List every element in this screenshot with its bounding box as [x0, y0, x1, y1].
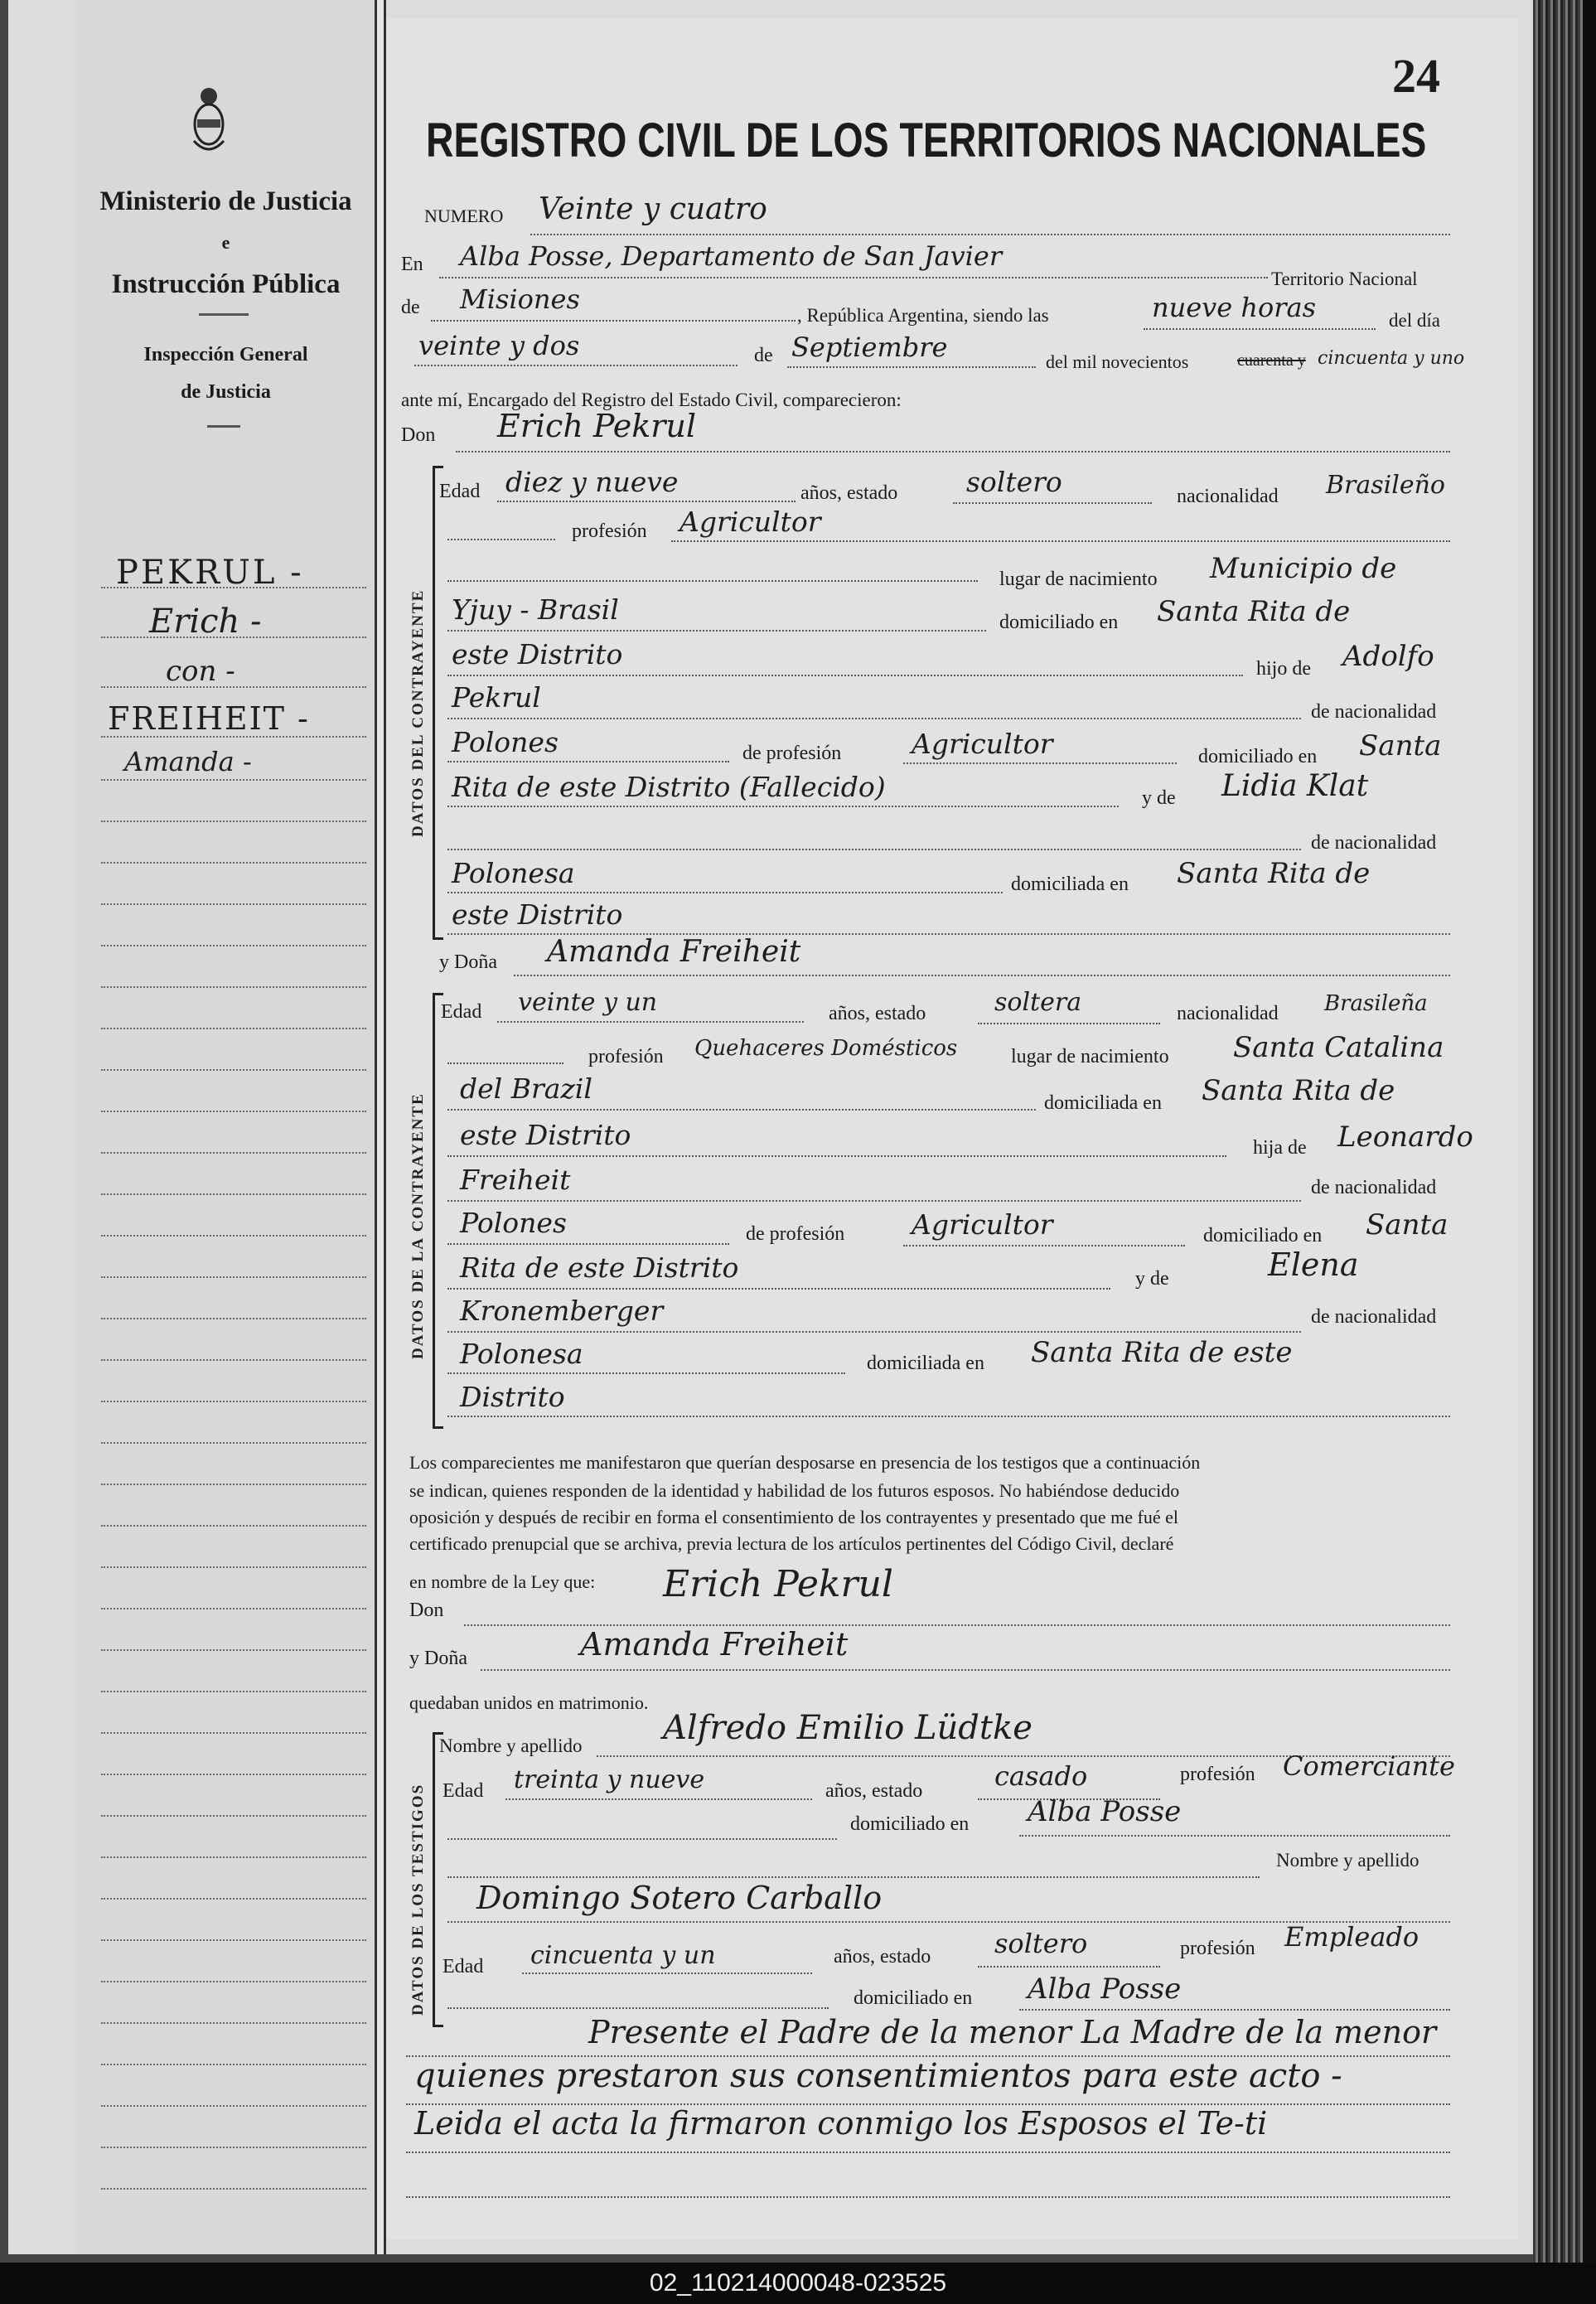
groom-padre-dom-label: domiciliado en	[1198, 746, 1318, 767]
margin-ruled-line	[101, 2105, 366, 2107]
anio-value: cincuenta y uno	[1318, 348, 1465, 369]
w2-estado-value: soltero	[994, 1928, 1088, 1959]
groom-domicilio-value-b: este Distrito	[452, 638, 623, 670]
margin-ruled-line	[101, 1111, 366, 1112]
ministry-rule	[199, 313, 249, 316]
w1-profesion-label: profesión	[1180, 1764, 1255, 1785]
dia-line	[414, 365, 738, 366]
groom-lugar-pre-line	[447, 580, 978, 582]
margin-ruled-line	[101, 986, 366, 988]
w2-edad-label: Edad	[443, 1956, 484, 1977]
w1-edad-line	[505, 1798, 812, 1800]
bride-profesion-label: profesión	[588, 1046, 664, 1067]
w1-dom-pre-line	[447, 1838, 837, 1840]
groom-padre-dom-b-line	[447, 806, 1119, 807]
hora-line	[1144, 328, 1376, 330]
bride-estado-value: soltera	[994, 988, 1082, 1017]
groom-de-profesion-label: de profesión	[742, 743, 842, 764]
groom-lugar-b-line	[447, 630, 986, 632]
groom-padre-dom-value-b: Rita de este Distrito (Fallecido)	[452, 771, 886, 803]
margin-ruled-line	[101, 1028, 366, 1029]
bride-hija-label: hija de	[1253, 1137, 1307, 1159]
groom-padre-b-line	[447, 718, 1301, 719]
declaration-line4: certificado prenupcial que se archiva, previa lectura de los artículos pertinentes del Código Civil, declaré	[409, 1533, 1174, 1554]
margin-ruled-line	[101, 1939, 366, 1941]
del-dia-label: del día	[1389, 310, 1440, 331]
hora-value: nueve horas	[1152, 292, 1317, 323]
margin-ruled-line	[101, 1276, 366, 1278]
bride-section-label: DATOS DE LA CONTRAYENTE	[409, 1092, 427, 1359]
groom-padre-nac-value: Polones	[452, 726, 559, 758]
numero-label: NUMERO	[424, 206, 504, 226]
groom-de-nac2-label: de nacionalidad	[1311, 832, 1437, 854]
margin-ruled-line	[101, 1774, 366, 1775]
bride-profesion-value: Quehaceres Domésticos	[694, 1036, 958, 1061]
bride-domicilio-value-b: este Distrito	[460, 1119, 631, 1151]
groom-padre-prof-line	[903, 762, 1177, 764]
book-spine	[1533, 0, 1583, 2263]
declaration-don-label: Don	[409, 1600, 444, 1621]
groom-dom-b-line	[447, 675, 1243, 676]
groom-domiciliado-label: domiciliado en	[999, 612, 1119, 633]
margin-note-surname: PEKRUL -	[116, 554, 304, 592]
margin-ruled-line	[101, 1815, 366, 1817]
w1-profesion-value: Comerciante	[1283, 1750, 1455, 1782]
margin-ruled-line	[101, 1442, 366, 1444]
bride-dona-value: Amanda Freiheit	[547, 935, 801, 969]
bride-madre-b-line	[447, 1331, 1301, 1333]
groom-madre-dom-value-a: Santa Rita de	[1177, 857, 1371, 890]
groom-estado-value: soltero	[966, 466, 1062, 498]
dia-value: veinte y dos	[418, 330, 580, 361]
groom-section-label: DATOS DEL CONTRAYENTE	[409, 588, 427, 837]
margin-ruled-line	[101, 587, 366, 588]
margin-ruled-line	[101, 1608, 366, 1609]
de-label: de	[401, 297, 420, 318]
note-line4-rule	[406, 2196, 1450, 2198]
inspection-rule	[207, 425, 240, 428]
de2-label: de	[754, 345, 773, 366]
margin-note-surname2: FREIHEIT -	[108, 700, 310, 737]
margin-ruled-line	[101, 1069, 366, 1071]
en-line	[439, 277, 1268, 278]
bride-padre-dom-value-a: Santa	[1366, 1208, 1448, 1242]
groom-madre-dom-label: domiciliada en	[1011, 874, 1129, 895]
groom-edad-value: diez y nueve	[505, 466, 679, 498]
margin-ruled-line	[101, 1691, 366, 1692]
groom-padre-prof-value: Agricultor	[912, 728, 1053, 760]
bride-bracket	[433, 993, 443, 1429]
margin-ruled-line	[101, 2064, 366, 2065]
groom-madre-dom-value-b: este Distrito	[452, 898, 623, 931]
w2-domicilio-line	[1019, 2009, 1450, 2011]
territorio-label: Territorio Nacional	[1271, 269, 1418, 289]
mes-value: Septiembre	[791, 332, 948, 363]
bride-domicilio-value-a: Santa Rita de	[1202, 1074, 1395, 1107]
note-line3-rule	[406, 2152, 1450, 2153]
w2-domicilio-value: Alba Posse	[1028, 1972, 1182, 2006]
inspection-line2: de Justicia	[181, 381, 271, 403]
w2-profesion-label: profesión	[1180, 1938, 1255, 1959]
w1-domicilio-value: Alba Posse	[1028, 1795, 1182, 1828]
margin-ruled-line	[101, 2188, 366, 2190]
groom-madre-line	[447, 849, 1301, 850]
margin-ruled-line	[101, 820, 366, 822]
inspection-line1: Inspección General	[143, 344, 308, 365]
bride-padre-dom-label: domiciliado en	[1203, 1225, 1323, 1246]
bride-dona-label: y Doña	[439, 951, 497, 973]
w1-nombre-value: Alfredo Emilio Lüdtke	[663, 1709, 1033, 1747]
groom-domicilio-value-a: Santa Rita de	[1157, 595, 1351, 628]
de-value: Misiones	[460, 283, 580, 315]
margin-ruled-line	[101, 736, 366, 738]
w2-edad-value: cincuenta y un	[530, 1941, 716, 1970]
bride-padre-nac-value: Polones	[460, 1207, 567, 1239]
margin-ruled-line	[101, 1981, 366, 1982]
margin-ruled-line	[101, 637, 366, 638]
w1-edad-label: Edad	[443, 1780, 484, 1802]
margin-ruled-line	[101, 1856, 366, 1858]
margin-ruled-line	[101, 1152, 366, 1154]
groom-edad-label: Edad	[439, 481, 481, 502]
declaration-line2: se indican, quienes responden de la identidad y habilidad de los futuros esposos. No habiéndose deducido	[409, 1480, 1180, 1501]
margin-ruled-line	[101, 1484, 366, 1485]
ministry-line1: Ministerio de Justicia	[99, 186, 352, 216]
bride-padre-prof-line	[903, 1245, 1185, 1246]
groom-padre-value-a: Adolfo	[1342, 640, 1434, 673]
declaration-line3: oposición y después de recibir en forma el consentimiento de los contrayentes y presentado que me fué el	[409, 1507, 1178, 1527]
margin-panel	[76, 0, 377, 2254]
groom-de-nac-label: de nacionalidad	[1311, 701, 1437, 723]
bride-madre-dom-value-b: Distrito	[460, 1381, 565, 1413]
witnesses-bracket	[433, 1732, 443, 2027]
bride-madre-nac-value: Polonesa	[460, 1338, 583, 1370]
mes-line	[787, 366, 1036, 368]
groom-madre-nac-line	[447, 892, 1003, 893]
bride-dom-b-line	[447, 1155, 1226, 1157]
bride-lugar-label: lugar de nacimiento	[1011, 1046, 1169, 1067]
groom-padre-nac-line	[447, 761, 729, 762]
note-line1: Presente el Padre de la menor La Madre de la menor	[588, 2014, 1437, 2050]
margin-note-name: Erich -	[149, 603, 262, 641]
bride-lugar-value-a: Santa Catalina	[1233, 1031, 1444, 1064]
groom-padre-dom-value-a: Santa	[1359, 729, 1442, 762]
margin-ruled-line	[101, 945, 366, 946]
bride-edad-line	[497, 1021, 804, 1023]
bride-estado-line	[978, 1023, 1160, 1024]
note-line3: Leida el acta la firmaron conmigo los Esposos el Te-ti	[414, 2105, 1268, 2142]
groom-lugar-label: lugar de nacimiento	[999, 569, 1158, 590]
margin-ruled-line	[101, 1359, 366, 1361]
margin-ruled-line	[101, 2147, 366, 2148]
margin-ruled-line	[101, 1235, 366, 1237]
margin-ruled-line	[101, 1898, 366, 1900]
numero-value: Veinte y cuatro	[539, 192, 767, 226]
de-line	[431, 320, 796, 322]
witnesses-section-label: DATOS DE LOS TESTIGOS	[409, 1783, 427, 2016]
margin-ruled-line	[101, 1732, 366, 1734]
w2-dom-pre-line	[447, 2007, 829, 2009]
ante-mi-text: ante mí, Encargado del Registro del Estado Civil, comparecieron:	[401, 390, 902, 410]
margin-ruled-line	[101, 1649, 366, 1651]
margin-ruled-line	[101, 1193, 366, 1195]
groom-estado-line	[953, 502, 1152, 504]
margin-divider	[377, 0, 386, 2254]
declaration-dona-value: Amanda Freiheit	[580, 1626, 849, 1663]
en-label: En	[401, 254, 423, 275]
bride-padre-prof-value: Agricultor	[912, 1208, 1053, 1241]
bride-padre-value-b: Freiheit	[460, 1164, 571, 1196]
del-mil-struck: cuarenta y	[1237, 351, 1306, 370]
w2-estado-line	[978, 1966, 1160, 1968]
don-label: Don	[401, 424, 436, 446]
margin-ruled-line	[101, 862, 366, 864]
bride-nacionalidad-label: nacionalidad	[1177, 1003, 1279, 1024]
groom-bracket	[433, 466, 443, 940]
bride-padre-nac-line	[447, 1243, 729, 1245]
coat-of-arms-icon	[191, 83, 227, 157]
bride-lugar-value-b: del Brazil	[460, 1072, 592, 1105]
groom-profesion-line	[671, 540, 1450, 542]
w1-anios-label: años, estado	[825, 1780, 923, 1802]
bride-madre-dom-label: domiciliada en	[867, 1353, 984, 1374]
margin-ruled-line	[101, 2022, 366, 2024]
margin-ruled-line	[101, 1318, 366, 1319]
bride-edad-value: veinte y un	[518, 988, 658, 1017]
bride-lugar-b-line	[447, 1109, 1036, 1111]
bride-madre-dom-b-line	[447, 1416, 1450, 1417]
bride-de-nac2-label: de nacionalidad	[1311, 1306, 1437, 1328]
declaration-line1: Los comparecientes me manifestaron que querían desposarse en presencia de los testigos que a continuación	[409, 1452, 1201, 1473]
groom-profesion-value: Agricultor	[680, 506, 821, 538]
groom-nacionalidad-label: nacionalidad	[1177, 486, 1279, 507]
groom-hijo-label: hijo de	[1256, 658, 1311, 680]
declaration-dona-label: y Doña	[409, 1648, 467, 1669]
bride-dona-line	[514, 975, 1450, 976]
w2-nombre-label: Nombre y apellido	[1276, 1850, 1419, 1871]
w2-anios-label: años, estado	[834, 1946, 931, 1968]
bride-padre-dom-b-line	[447, 1288, 1110, 1290]
w2-profesion-value: Empleado	[1284, 1921, 1419, 1953]
bride-domiciliada-label: domiciliada en	[1044, 1092, 1162, 1114]
groom-lugar-value-b: Yjuy - Brasil	[452, 593, 619, 626]
declaration-dona-line	[481, 1669, 1450, 1671]
del-mil-label: del mil novecientos	[1046, 351, 1189, 372]
declaration-quedaban: quedaban unidos en matrimonio.	[409, 1692, 649, 1713]
bride-nacionalidad-value: Brasileña	[1324, 991, 1428, 1016]
bride-padre-value-a: Leonardo	[1337, 1121, 1473, 1154]
bride-de-nac-label: de nacionalidad	[1311, 1177, 1437, 1198]
groom-lugar-value-a: Municipio de	[1210, 552, 1397, 585]
ministry-line2: Instrucción Pública	[111, 269, 341, 299]
w1-nombre-label: Nombre y apellido	[439, 1735, 583, 1756]
bride-padre-b-line	[447, 1200, 1301, 1202]
w2-nombre-pre-line	[447, 1876, 1260, 1878]
w1-domicilio-line	[1019, 1835, 1450, 1837]
margin-ruled-line	[101, 686, 366, 688]
ministry-e: e	[221, 232, 230, 253]
margin-ruled-line	[101, 779, 366, 781]
don-value: Erich Pekrul	[497, 408, 697, 444]
groom-y-de-label: y de	[1142, 787, 1176, 809]
bride-edad-label: Edad	[441, 1001, 482, 1023]
w2-nombre-value: Domingo Sotero Carballo	[476, 1880, 883, 1916]
bride-y-de-label: y de	[1135, 1268, 1169, 1290]
margin-ruled-line	[101, 1401, 366, 1402]
groom-madre-nac-value: Polonesa	[452, 857, 575, 889]
bride-madre-value-b: Kronemberger	[460, 1295, 664, 1327]
bride-prof-pre-line	[447, 1062, 563, 1064]
groom-nacionalidad-value: Brasileño	[1326, 471, 1445, 500]
don-line	[456, 451, 1450, 453]
groom-profesion-label: profesión	[572, 520, 647, 542]
note-line2: quienes prestaron sus consentimientos para este acto -	[414, 2057, 1342, 2095]
w1-edad-value: treinta y nueve	[514, 1765, 705, 1794]
w2-edad-line	[522, 1972, 812, 1974]
margin-ruled-line	[101, 1566, 366, 1568]
page-number: 24	[1392, 49, 1440, 103]
bride-anios-label: años, estado	[829, 1003, 926, 1024]
image-id-footer: 02_110214000048-023525	[0, 2263, 1596, 2304]
margin-note-con: con -	[166, 655, 235, 688]
margin-note-name2: Amanda -	[124, 746, 252, 777]
groom-padre-value-b: Pekrul	[452, 681, 541, 714]
margin-ruled-line	[101, 903, 366, 905]
bride-madre-value-a: Elena	[1268, 1246, 1359, 1283]
groom-edad-line	[497, 501, 796, 502]
republica-label: , República Argentina, siendo las	[797, 305, 1049, 326]
bride-madre-nac-line	[447, 1372, 845, 1374]
en-value: Alba Posse, Departamento de San Javier	[460, 240, 1003, 272]
numero-line	[530, 234, 1450, 235]
margin-ruled-line	[101, 1525, 366, 1527]
declaration-line5: en nombre de la Ley que:	[409, 1571, 596, 1592]
bride-padre-dom-value-b: Rita de este Distrito	[460, 1251, 739, 1284]
w1-domiciliado-label: domiciliado en	[850, 1813, 970, 1835]
w1-estado-value: casado	[994, 1760, 1088, 1792]
groom-madre-value: Lidia Klat	[1221, 769, 1369, 803]
page-title: REGISTRO CIVIL DE LOS TERRITORIOS NACIONALES	[426, 114, 1427, 167]
w2-domiciliado-label: domiciliado en	[854, 1987, 973, 2009]
bride-de-profesion-label: de profesión	[746, 1223, 845, 1245]
declaration-don-value: Erich Pekrul	[663, 1563, 893, 1605]
groom-anios-label: años, estado	[800, 482, 898, 504]
bride-madre-dom-value-a: Santa Rita de este	[1031, 1336, 1293, 1369]
groom-prof-pre-line	[447, 539, 555, 540]
